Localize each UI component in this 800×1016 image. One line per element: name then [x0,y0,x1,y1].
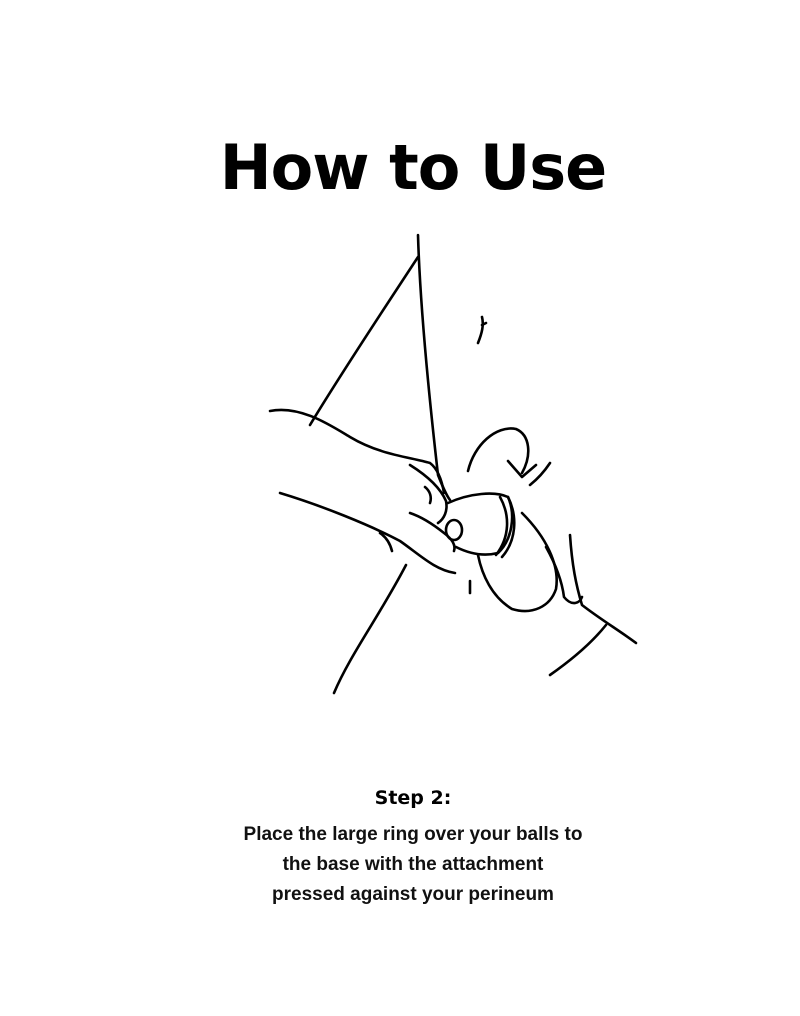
rotation-arrow [468,428,528,473]
step-line: the base with the attachment [282,854,544,875]
line-drawing-hand-placing-ring-icon [260,225,650,705]
step-line: Place the large ring over your balls to [243,824,583,845]
forearm-upper [270,410,444,493]
step-instructions [213,820,613,910]
testicle-outline [478,513,557,611]
left-thigh-lower-edge [334,565,406,693]
page-title: How to Use [219,130,607,204]
finger-knuckle [425,487,431,503]
finger-middle [410,513,455,551]
step-line: pressed against your perineum [272,884,554,905]
instruction-illustration [260,225,650,705]
step-heading: Step 2: [374,787,452,809]
held-ring [446,520,462,540]
hair-stroke [478,317,486,343]
right-thigh-lower [550,625,606,675]
left-thigh-upper-edge [310,257,418,425]
testicle-inner [546,547,582,603]
forearm-lower [280,493,455,573]
arrow-head [508,461,536,477]
